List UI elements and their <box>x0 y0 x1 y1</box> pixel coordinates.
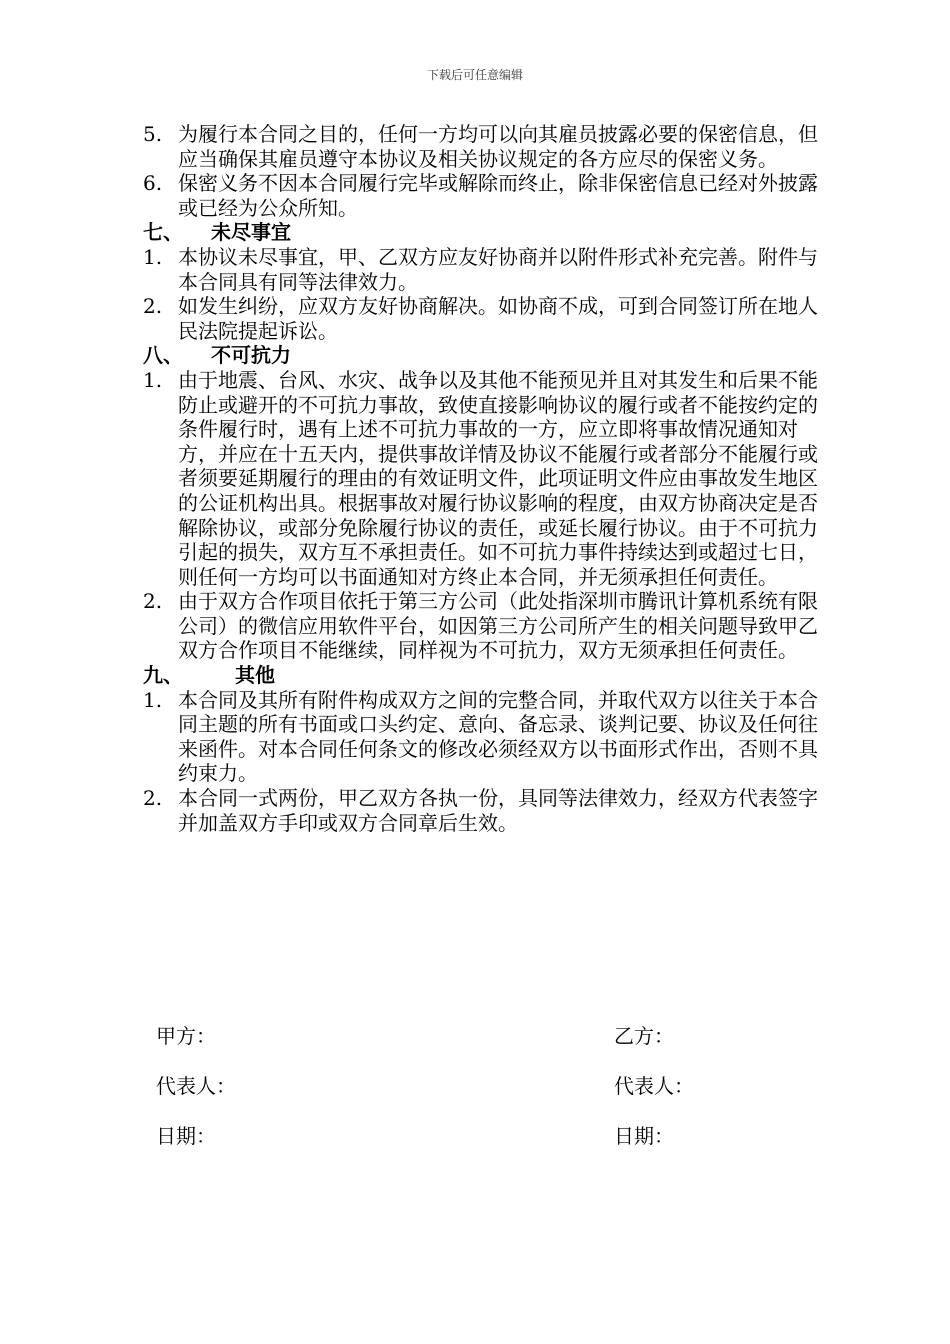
clause-number: 1. <box>143 687 163 712</box>
clause-number: 5. <box>143 122 163 146</box>
section-title: 不可抗力 <box>211 343 291 368</box>
signature-block <box>156 1020 716 1170</box>
page-header: 下载后可任意编辑 <box>426 68 523 82</box>
clause-number: 2. <box>143 294 163 319</box>
date-a-label: 日期： <box>156 1124 216 1148</box>
clause-number: 6. <box>143 171 163 196</box>
signature-row-date <box>156 1120 716 1170</box>
document-body <box>143 122 823 835</box>
section-number: 九、 <box>143 663 183 688</box>
date-b-label: 日期： <box>614 1124 674 1148</box>
clause-text: 保密义务不因本合同履行完毕或解除而终止，除非保密信息已经对外披露或已经为公众所知。 <box>178 171 818 220</box>
representative-a-label: 代表人： <box>156 1074 236 1098</box>
clause-text: 本协议未尽事宜，甲、乙双方应友好协商并以附件形式补充完善。附件与本合同具有同等法律效力。 <box>178 244 818 294</box>
clause-text: 如发生纠纷，应双方友好协商解决。如协商不成，可到合同签订所在地人民法院提起诉讼。 <box>178 294 818 343</box>
clause-number: 1. <box>143 244 163 269</box>
clause-number: 2. <box>143 589 163 614</box>
section-number: 八、 <box>143 343 183 368</box>
signature-row-party <box>156 1020 716 1070</box>
clause-number: 1. <box>143 367 163 392</box>
clause-item <box>143 589 823 663</box>
representative-b-label: 代表人： <box>614 1074 694 1098</box>
clause-number: 2. <box>143 786 163 811</box>
section-heading <box>143 343 823 368</box>
section-number: 七、 <box>143 220 183 245</box>
clause-item <box>143 294 823 343</box>
clause-text: 本合同一式两份，甲乙双方各执一份，具同等法律效力，经双方代表签字并加盖双方手印或双方合同章后生效。 <box>178 786 818 835</box>
clause-text: 本合同及其所有附件构成双方之间的完整合同，并取代双方以往关于本合同主题的所有书面或口头约定、意向、备忘录、谈判记要、协议及任何往来函件。对本合同任何条文的修改必须经双方以书面形式作出，否则不具约束力。 <box>178 687 818 786</box>
section-heading <box>143 663 823 688</box>
section-title: 未尽事宜 <box>211 220 291 245</box>
section-heading <box>143 220 823 245</box>
signature-row-representative <box>156 1070 716 1120</box>
party-a-label: 甲方： <box>156 1024 216 1048</box>
section-title: 其他 <box>235 663 275 688</box>
clause-text: 为履行本合同之目的，任何一方均可以向其雇员披露必要的保密信息，但应当确保其雇员遵守本协议及相关协议规定的各方应尽的保密义务。 <box>178 122 818 171</box>
clause-item <box>143 245 823 294</box>
clause-item <box>143 368 823 589</box>
party-b-label: 乙方： <box>614 1024 674 1048</box>
clause-item <box>143 786 823 835</box>
clause-item <box>143 122 823 171</box>
clause-text: 由于地震、台风、水灾、战争以及其他不能预见并且对其发生和后果不能防止或避开的不可抗力事故，致使直接影响协议的履行或者不能按约定的条件履行时，遇有上述不可抗力事故的一方，应立即将事故情况通知对方，并应在十五天内，提供事故详情及协议不能履行或者部分不能履行或者须要延期履行的理由的有效证明文件，此项证明文件应由事故发生地区的公证机构出具。根据事故对履行协议影响的程度，由双方协商决定是否解除协议，或部分免除履行协议的责任，或延长履行协议。由于不可抗力引起的损失，双方互不承担责任。如不可抗力事件持续达到或超过七日，则任何一方均可以书面通知对方终止本合同，并无须承担任何责任。 <box>178 367 818 589</box>
clause-text: 由于双方合作项目依托于第三方公司（此处指深圳市腾讯计算机系统有限公司）的微信应用软件平台，如因第三方公司所产生的相关问题导致甲乙双方合作项目不能继续，同样视为不可抗力，双方无须承担任何责任。 <box>178 589 818 663</box>
clause-item <box>143 688 823 786</box>
clause-item <box>143 171 823 220</box>
